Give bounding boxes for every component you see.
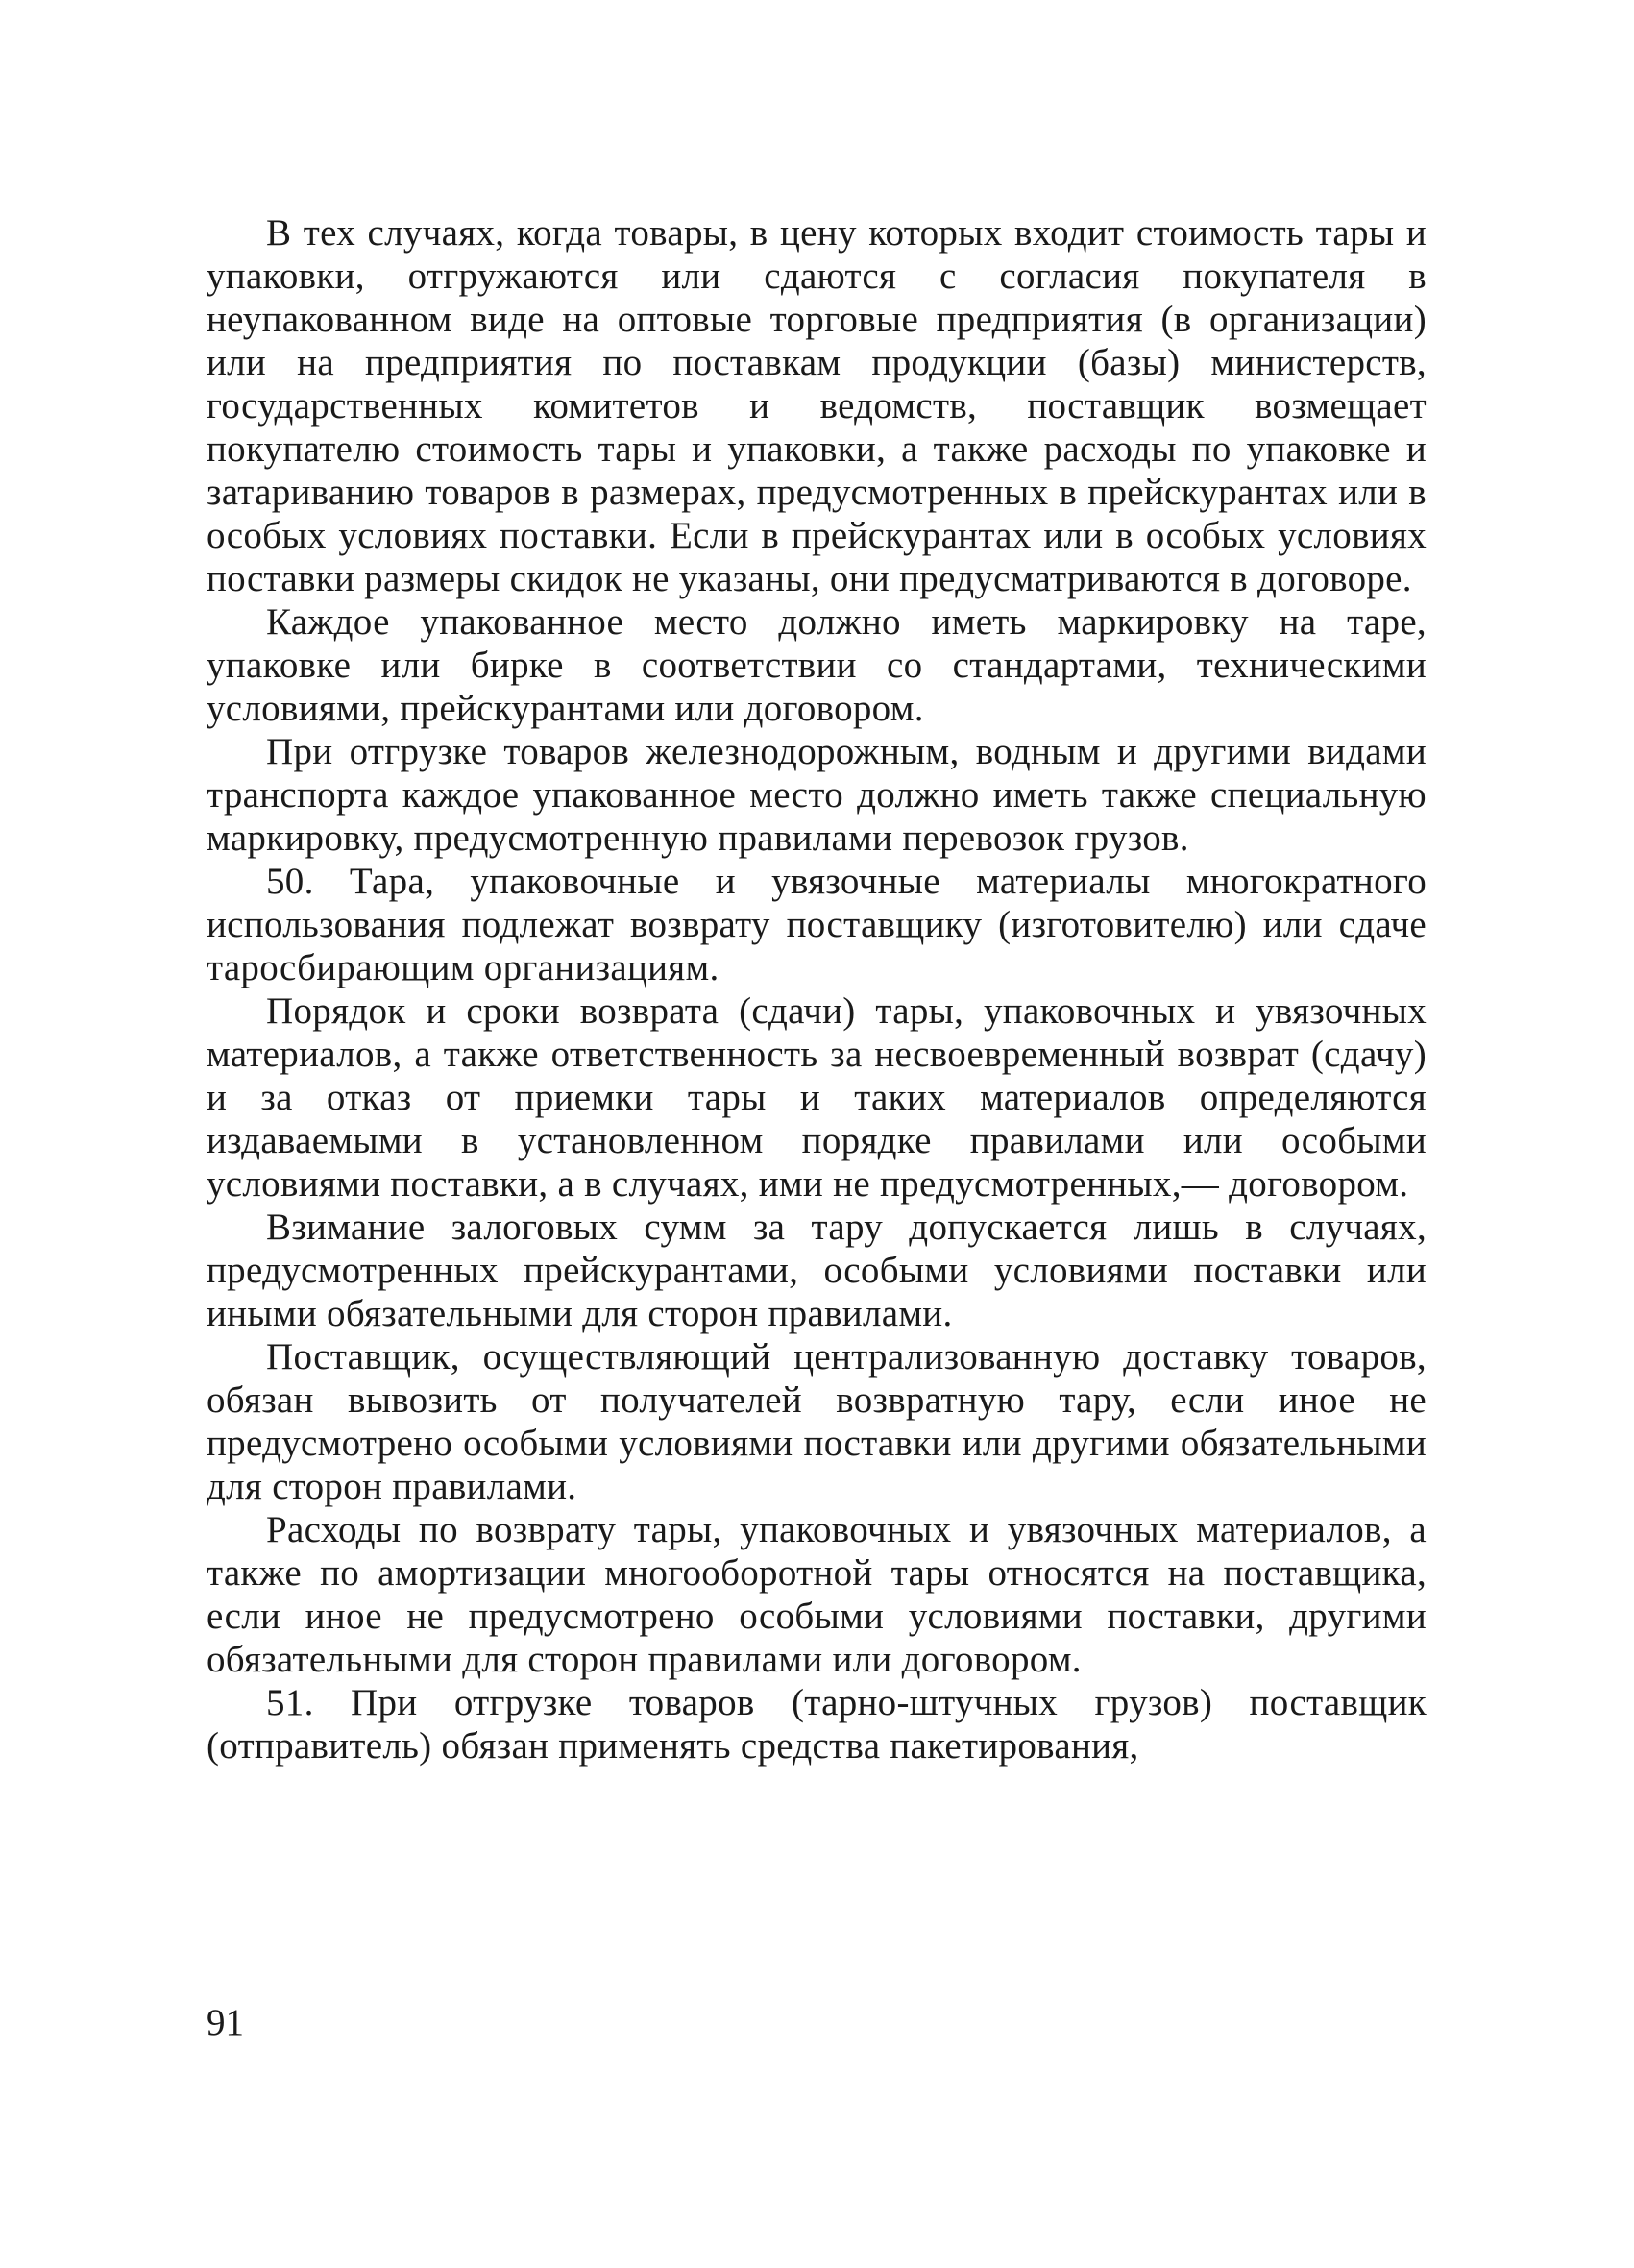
paragraph-4: 50. Тара, упаковочные и увязочные материалы многократного использования подлежат возврату поставщику (изготовителю) или сдаче таросбирающим организациям. bbox=[207, 861, 1427, 988]
paragraph-5: Порядок и сроки возврата (сдачи) тары, упаковочных и увязочных материалов, а также ответственность за несвоевременный возврат (сдачу) и за отказ от приемки тары и таких материалов определяются издаваемыми в установленном порядке правилами или особыми условиями поставки, а в случаях, ими не предусмотренных,— договором. bbox=[207, 990, 1427, 1205]
page-body bbox=[207, 211, 1427, 1768]
paragraph-9: 51. При отгрузке товаров (тарно-штучных грузов) поставщик (отправитель) обязан применять средства пакетирования, bbox=[207, 1682, 1427, 1767]
paragraph-8: Расходы по возврату тары, упаковочных и увязочных материалов, а также по амортизации многооборотной тары относятся на поставщика, если иное не предусмотрено особыми условиями поставки, другими обязательными для сторон правилами или договором. bbox=[207, 1509, 1427, 1680]
paragraph-7: Поставщик, осуществляющий централизованную доставку товаров, обязан вывозить от получателей возвратную тару, если иное не предусмотрено особыми условиями поставки или другими обязательными для сторон правилами. bbox=[207, 1336, 1427, 1507]
paragraph-1: В тех случаях, когда товары, в цену которых входит стоимость тары и упаковки, отгружаются или сдаются с согласия покупателя в неупакованном виде на оптовые торговые предприятия (в организации) или на предприятия по поставкам продукции (базы) министерств, государственных комитетов и ведомств, поставщик возмещает покупателю стоимость тары и упаковки, а также расходы по упаковке и затариванию товаров в размерах, предусмотренных в прейскурантах или в особых условиях поставки. Если в прейскурантах или в особых условиях поставки размеры скидок не указаны, они предусматриваются в договоре. bbox=[207, 212, 1427, 599]
paragraph-2: Каждое упакованное место должно иметь маркировку на таре, упаковке или бирке в соответствии со стандартами, техническими условиями, прейскурантами или договором. bbox=[207, 601, 1427, 729]
paragraph-3: При отгрузке товаров железнодорожным, водным и другими видами транспорта каждое упакованное место должно иметь также специальную маркировку, предусмотренную правилами перевозок грузов. bbox=[207, 731, 1427, 859]
paragraph-6: Взимание залоговых сумм за тару допускается лишь в случаях, предусмотренных прейскурантами, особыми условиями поставки или иными обязательными для сторон правилами. bbox=[207, 1207, 1427, 1334]
page-number: 91 bbox=[207, 2002, 244, 2043]
